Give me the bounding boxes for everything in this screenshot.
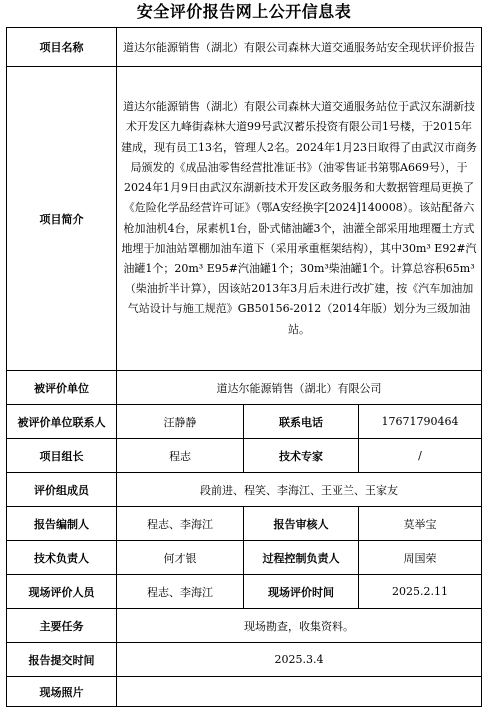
site-evaluators-value: 程志、李海江 (117, 575, 244, 609)
row-site-photos (7, 677, 482, 707)
phone-value: 17671790464 (359, 405, 482, 439)
team-members-label: 评价组成员 (7, 473, 117, 507)
reviewer-value: 莫举宝 (359, 507, 482, 541)
site-photos-value (117, 677, 482, 707)
row-team-leader (7, 439, 482, 473)
submit-time-value: 2025.3.4 (117, 643, 482, 677)
project-intro-value: 道达尔能源销售（湖北）有限公司森林大道交通服务站位于武汉东湖新技术开发区九峰街森林大道99号武汉蓄乐投资有限公司1号楼，于2015年建成，现有员工13名，管理人2名。2024年1月23日取得了由武汉市商务局颁发的《成品油零售经营批准证书》（油零售证书第鄂A669号），于2024年1月9日由武汉东湖新技术开发区政务服务和大数据管理局更换了《危险化学品经营许可证》（鄂A安经换字[2024]140008）。该站配备六枪加油机4台，尿素机1台，卧式储油罐3个，油灌全部采用地理覆土方式地埋于加油站罩棚加油车道下（采用承重框架结构），其中30m³ E92#汽油罐1个；20m³ E95#汽油罐1个；30m³柴油罐1个。计算总容积65m³（柴油折半计算），因该站2013年3月后未进行改扩建，按《汽车加油加气站设计与施工规范》GB50156-2012（2014年版）划分为三级加油站。 (117, 67, 482, 371)
main-tasks-label: 主要任务 (7, 609, 117, 643)
project-name-label: 项目名称 (7, 28, 117, 67)
row-submit-time (7, 643, 482, 677)
contact-label: 被评价单位联系人 (7, 405, 117, 439)
team-leader-label: 项目组长 (7, 439, 117, 473)
reviewer-label: 报告审核人 (244, 507, 359, 541)
row-main-tasks (7, 609, 482, 643)
tech-lead-label: 技术负责人 (7, 541, 117, 575)
submit-time-label: 报告提交时间 (7, 643, 117, 677)
row-project-name (7, 28, 482, 67)
row-project-intro (7, 67, 482, 371)
expert-label: 技术专家 (244, 439, 359, 473)
row-tech-lead (7, 541, 482, 575)
project-name-value: 道达尔能源销售（湖北）有限公司森林大道交通服务站安全现状评价报告 (117, 28, 482, 67)
phone-label: 联系电话 (244, 405, 359, 439)
site-photos-label: 现场照片 (7, 677, 117, 707)
report-author-value: 程志、李海江 (117, 507, 244, 541)
document-title: 安全评价报告网上公开信息表 (136, 2, 352, 21)
main-tasks-value: 现场勘查，收集资料。 (117, 609, 482, 643)
site-eval-time-value: 2025.2.11 (359, 575, 482, 609)
team-members-value: 段前进、程笑、李海江、王亚兰、王家友 (117, 473, 482, 507)
process-control-label: 过程控制负责人 (244, 541, 359, 575)
project-intro-label: 项目简介 (7, 67, 117, 371)
info-table (6, 27, 482, 707)
row-contact (7, 405, 482, 439)
evaluated-unit-label: 被评价单位 (7, 371, 117, 405)
expert-value: / (359, 439, 482, 473)
row-evaluated-unit (7, 371, 482, 405)
row-team-members (7, 473, 482, 507)
evaluated-unit-value: 道达尔能源销售（湖北）有限公司 (117, 371, 482, 405)
contact-value: 汪静静 (117, 405, 244, 439)
process-control-value: 周国荣 (359, 541, 482, 575)
row-site-evaluators (7, 575, 482, 609)
tech-lead-value: 何才银 (117, 541, 244, 575)
site-eval-time-label: 现场评价时间 (244, 575, 359, 609)
row-report-author (7, 507, 482, 541)
report-author-label: 报告编制人 (7, 507, 117, 541)
team-leader-value: 程志 (117, 439, 244, 473)
site-evaluators-label: 现场评价人员 (7, 575, 117, 609)
